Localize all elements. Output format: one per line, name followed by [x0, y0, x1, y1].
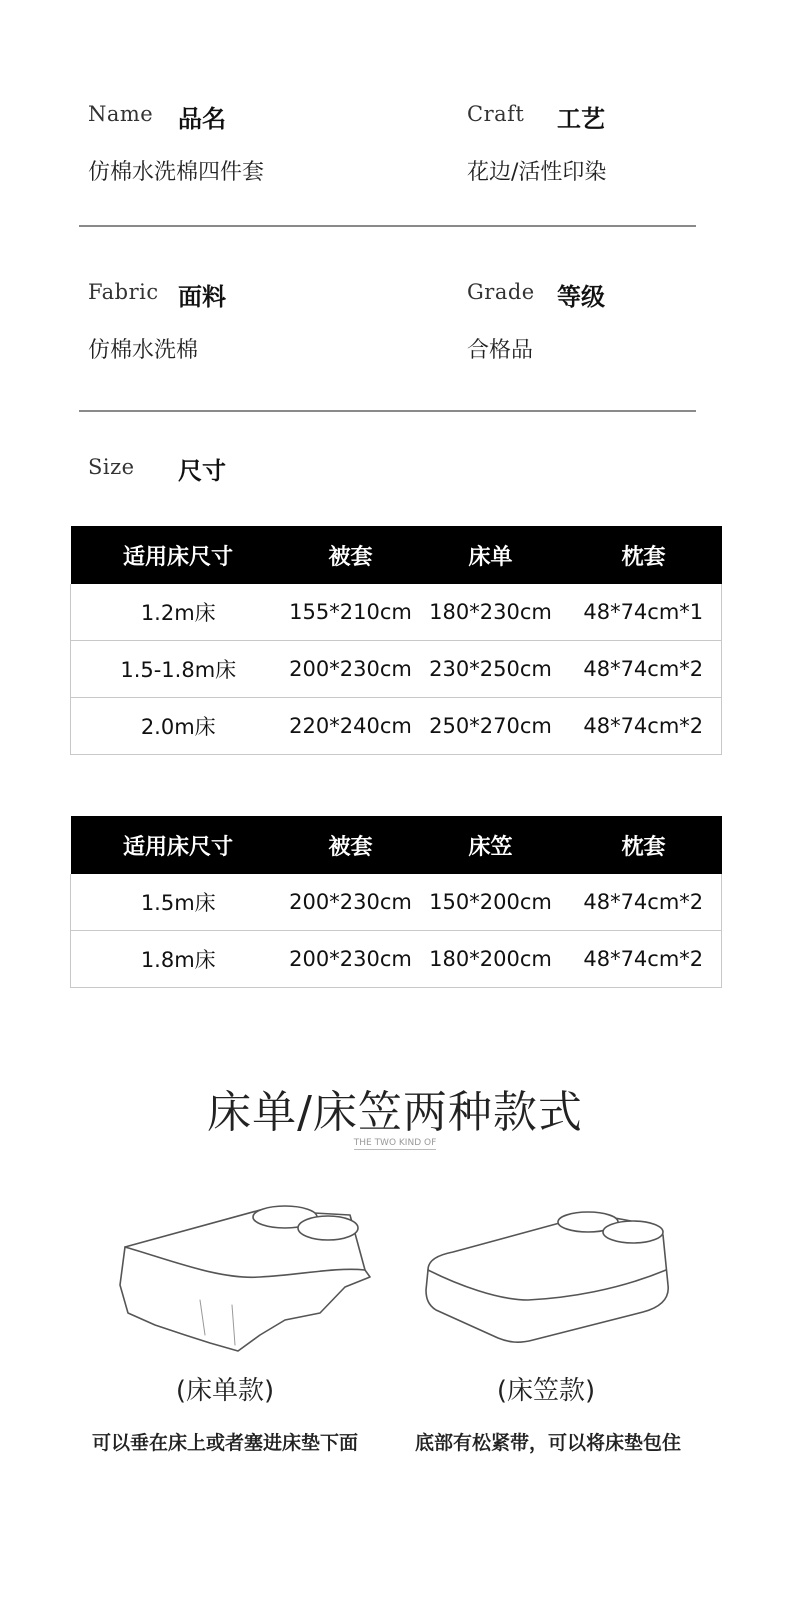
table-cell: 230*250cm — [416, 641, 566, 698]
table-cell: 180*200cm — [416, 931, 566, 988]
craft-value: 花边/活性印染 — [467, 160, 607, 185]
table-header-row — [71, 816, 722, 874]
table-cell: 200*230cm — [286, 641, 416, 698]
table-cell: 2.0m床 — [71, 698, 286, 755]
table-cell: 200*230cm — [286, 931, 416, 988]
table-cell: 200*230cm — [286, 874, 416, 931]
table-row — [71, 641, 722, 698]
table-header-cell: 被套 — [286, 526, 416, 584]
table-cell: 48*74cm*2 — [566, 641, 722, 698]
table-cell: 48*74cm*2 — [566, 874, 722, 931]
fabric-label-zh: 面料 — [178, 283, 226, 311]
name-label-en: Name — [88, 102, 154, 126]
table-header-cell: 枕套 — [566, 816, 722, 874]
table-header-cell: 枕套 — [566, 526, 722, 584]
table-row — [71, 698, 722, 755]
grade-label-zh: 等级 — [557, 283, 605, 311]
table-cell: 1.8m床 — [71, 931, 286, 988]
styles-title: 床单/床笠两种款式 — [207, 1087, 583, 1138]
divider — [79, 225, 696, 227]
name-label-zh: 品名 — [178, 105, 226, 133]
styles-subtitle — [0, 1138, 790, 1148]
table-row — [71, 874, 722, 931]
size-table-sheet — [70, 526, 722, 755]
table-cell: 1.5m床 — [71, 874, 286, 931]
table-header-cell: 床笠 — [416, 816, 566, 874]
bed-sheet-illustration-icon — [110, 1195, 380, 1365]
table-cell: 150*200cm — [416, 874, 566, 931]
craft-label-zh: 工艺 — [557, 105, 605, 133]
fabric-value: 仿棉水洗棉 — [88, 338, 199, 363]
sheet-caption: (床单款) — [175, 1376, 275, 1406]
fabric-label-en: Fabric — [88, 280, 159, 304]
table-header-cell: 适用床尺寸 — [71, 816, 286, 874]
table-header-cell: 床单 — [416, 526, 566, 584]
styles-subtitle-text: THE TWO KIND OF — [353, 1138, 437, 1148]
size-label-en: Size — [88, 455, 135, 479]
table-row — [71, 931, 722, 988]
table-cell: 155*210cm — [286, 584, 416, 641]
fitted-sheet-illustration-icon — [418, 1200, 678, 1350]
table-cell: 48*74cm*2 — [566, 931, 722, 988]
table-header-row — [71, 526, 722, 584]
sheet-description: 可以垂在床上或者塞进床垫下面 — [91, 1432, 358, 1454]
divider — [79, 410, 696, 412]
table-cell: 220*240cm — [286, 698, 416, 755]
table-header-cell: 适用床尺寸 — [71, 526, 286, 584]
table-header-cell: 被套 — [286, 816, 416, 874]
fitted-description: 底部有松紧带，可以将床垫包住 — [414, 1432, 681, 1454]
table-cell: 48*74cm*2 — [566, 698, 722, 755]
grade-label-en: Grade — [467, 280, 535, 304]
table-cell: 1.2m床 — [71, 584, 286, 641]
name-value: 仿棉水洗棉四件套 — [88, 160, 265, 185]
size-table-fitted — [70, 816, 722, 988]
table-row — [71, 584, 722, 641]
table-cell: 250*270cm — [416, 698, 566, 755]
fitted-caption: (床笠款) — [496, 1376, 596, 1406]
table-cell: 48*74cm*1 — [566, 584, 722, 641]
grade-value: 合格品 — [467, 338, 534, 363]
craft-label-en: Craft — [467, 102, 525, 126]
table-cell: 180*230cm — [416, 584, 566, 641]
table-cell: 1.5-1.8m床 — [71, 641, 286, 698]
size-label-zh: 尺寸 — [178, 457, 226, 485]
